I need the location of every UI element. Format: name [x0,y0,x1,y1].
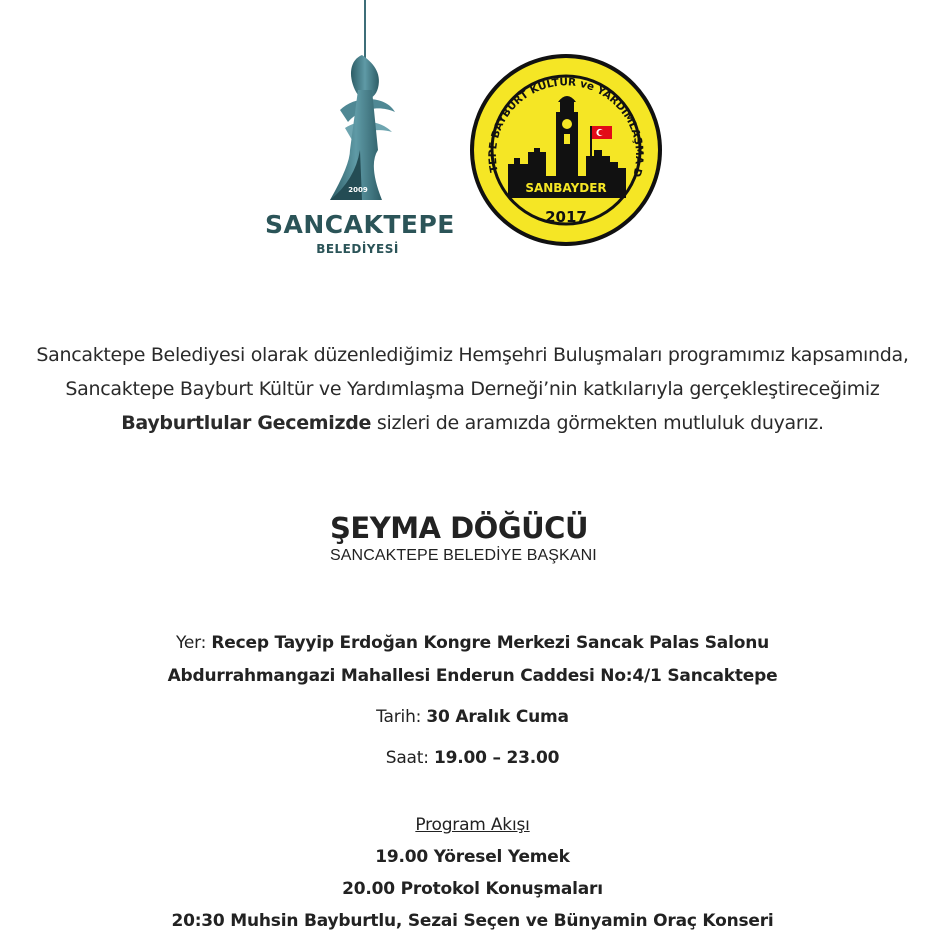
intro-line-3 [0,406,945,440]
host-title: SANCAKTEPE BELEDİYE BAŞKANI [330,547,597,564]
venue-label: Yer: [175,633,212,653]
venue: Recep Tayyip Erdoğan Kongre Merkezi Sancak Palas Salonu [211,633,769,653]
monument-logo-icon [300,0,415,205]
time-label: Saat: [385,748,434,768]
association-ring-text: TEPE BAYBURT KÜLTÜR ve YARDIMLAŞMA D [486,76,646,179]
address-line [0,666,945,686]
program-item: 20:30 Muhsin Bayburtlu, Sezai Seçen ve Bünyamin Oraç Konseri [171,911,774,931]
intro-line-2: Sancaktepe Bayburt Kültür ve Yardımlaşma Derneği’nin katkılarıyla gerçekleştireceğimiz [65,378,880,400]
intro-line-1: Sancaktepe Belediyesi olarak düzenlediğimiz Hemşehri Buluşmaları programımız kapsamında, [36,344,909,366]
date-line [0,707,945,727]
address: Abdurrahmangazi Mahallesi Enderun Caddesi No:4/1 Sancaktepe [167,666,778,686]
program-item: 20.00 Protokol Konuşmaları [342,879,603,899]
time: 19.00 – 23.00 [433,748,560,768]
event-name: Bayburtlular Gecemizde [121,412,372,434]
program-title-line [0,815,945,835]
date: 30 Aralık Cuma [426,707,569,727]
invitation-text [0,338,945,440]
intro-line-3-rest: sizleri de aramızda görmekten mutluluk duyarız. [371,412,824,434]
date-label: Tarih: [376,707,427,727]
association-banner: SANBAYDER [525,181,607,195]
association-year: 2017 [545,208,587,226]
sanbayder-association-logo [468,52,664,248]
program-title: Program Akışı [415,815,530,835]
venue-line [0,633,945,653]
municipality-year: 2009 [348,186,368,194]
municipality-subtitle: BELEDİYESİ [316,242,399,256]
sancaktepe-municipality-logo [265,0,455,265]
municipality-name: SANCAKTEPE [265,210,455,239]
program-item: 19.00 Yöresel Yemek [375,847,570,867]
time-line [0,748,945,768]
host-name: ŞEYMA DÖĞÜCÜ [330,511,589,545]
